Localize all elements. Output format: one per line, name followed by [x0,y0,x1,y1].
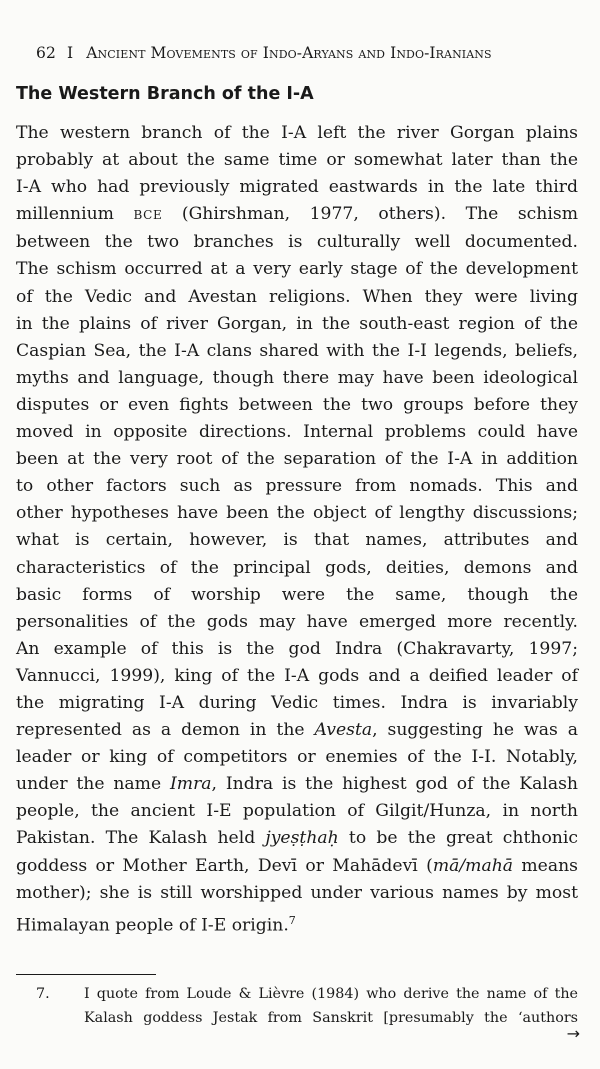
running-head [36,44,566,62]
text-line: people, the ancient I-E population of Gilgit/Hunza, in north [16,801,578,822]
text-line: of the Vedic and Avestan religions. When they were living [16,286,578,307]
text-line: leader or king of competitors or enemies of the I-I. Notably, [16,747,578,768]
footnote-text [84,982,578,1030]
italic-term: mā/mahā [432,855,514,876]
text-line: Pakistan. The Kalash held jyeṣṭhaḥ to be the great chthonic [16,828,578,849]
text-line: been at the very root of the separation of the I-A in addition [16,449,578,470]
text-line: basic forms of worship were the same, though the [16,584,578,605]
text-line: moved in opposite directions. Internal problems could have [16,422,578,443]
footnote-rule [16,974,156,975]
text-line: characteristics of the principal gods, deities, demons and [16,557,578,578]
book-title: Ancient Movements of Indo-Aryans and Indo-Iranians [86,44,492,62]
text-line: millennium BCE (Ghirshman, 1977, others). The schism [16,204,578,225]
text-line: mother); she is still worshipped under various names by most [16,882,578,903]
text-line: what is certain, however, is that names, attributes and [16,530,578,551]
text-line: Himalayan people of I-E origin.$^7$ [16,913,296,936]
italic-term: Avesta [314,720,373,741]
text-line: The schism occurred at a very early stage of the development [16,259,578,280]
text-line: Caspian Sea, the I-A clans shared with the I-I legends, beliefs, [16,340,578,361]
text-line: An example of this is the god Indra (Chakravarty, 1997; [16,638,578,659]
running-head-separator: I [66,44,74,62]
small-caps-term: BCE [133,208,163,223]
text-line: represented as a demon in the Avesta, suggesting he was a [16,720,578,741]
footnote-line: I quote from Loude & Lièvre (1984) who derive the name of the [84,986,578,1002]
text-line: to other factors such as pressure from nomads. This and [16,476,578,497]
text-line: between the two branches is culturally well documented. [16,232,578,253]
italic-term: Imra [169,774,212,795]
text-line: myths and language, though there may have been ideological [16,367,578,388]
text-line: disputes or even fights between the two groups before they [16,394,578,415]
text-line: goddess or Mother Earth, Devī or Mahādevī (mā/mahā means [16,855,578,876]
section-heading: The Western Branch of the I-A [16,84,314,104]
right-arrow-icon: → [566,1024,580,1043]
text-line: under the name Imra, Indra is the highest god of the Kalash [16,774,578,795]
text-line: personalities of the gods may have emerged more recently. [16,611,578,632]
text-line: other hypotheses have been the object of lengthy discussions; [16,503,578,524]
text-line: The western branch of the I-A left the river Gorgan plains [16,123,578,143]
italic-term: jyeṣṭhaḥ [265,828,339,849]
text-line: in the plains of river Gorgan, in the south-east region of the [16,313,578,334]
footnote-reference[interactable]: 7 [288,913,296,927]
text-line: I-A who had previously migrated eastwards in the late third [16,177,578,198]
footnote-line: Kalash goddess Jestak from Sanskrit [presumably the ‘authors [84,1010,578,1026]
text-line: probably at about the same time or somewhat later than the [16,150,578,171]
body-paragraph [16,120,578,940]
footnote-number: 7. [36,986,50,1002]
footnote [36,982,578,1030]
page-number: 62 [36,44,56,62]
text-line: Vannucci, 1999), king of the I-A gods and a deified leader of [16,665,578,686]
text-line: the migrating I-A during Vedic times. Indra is invariably [16,692,578,713]
